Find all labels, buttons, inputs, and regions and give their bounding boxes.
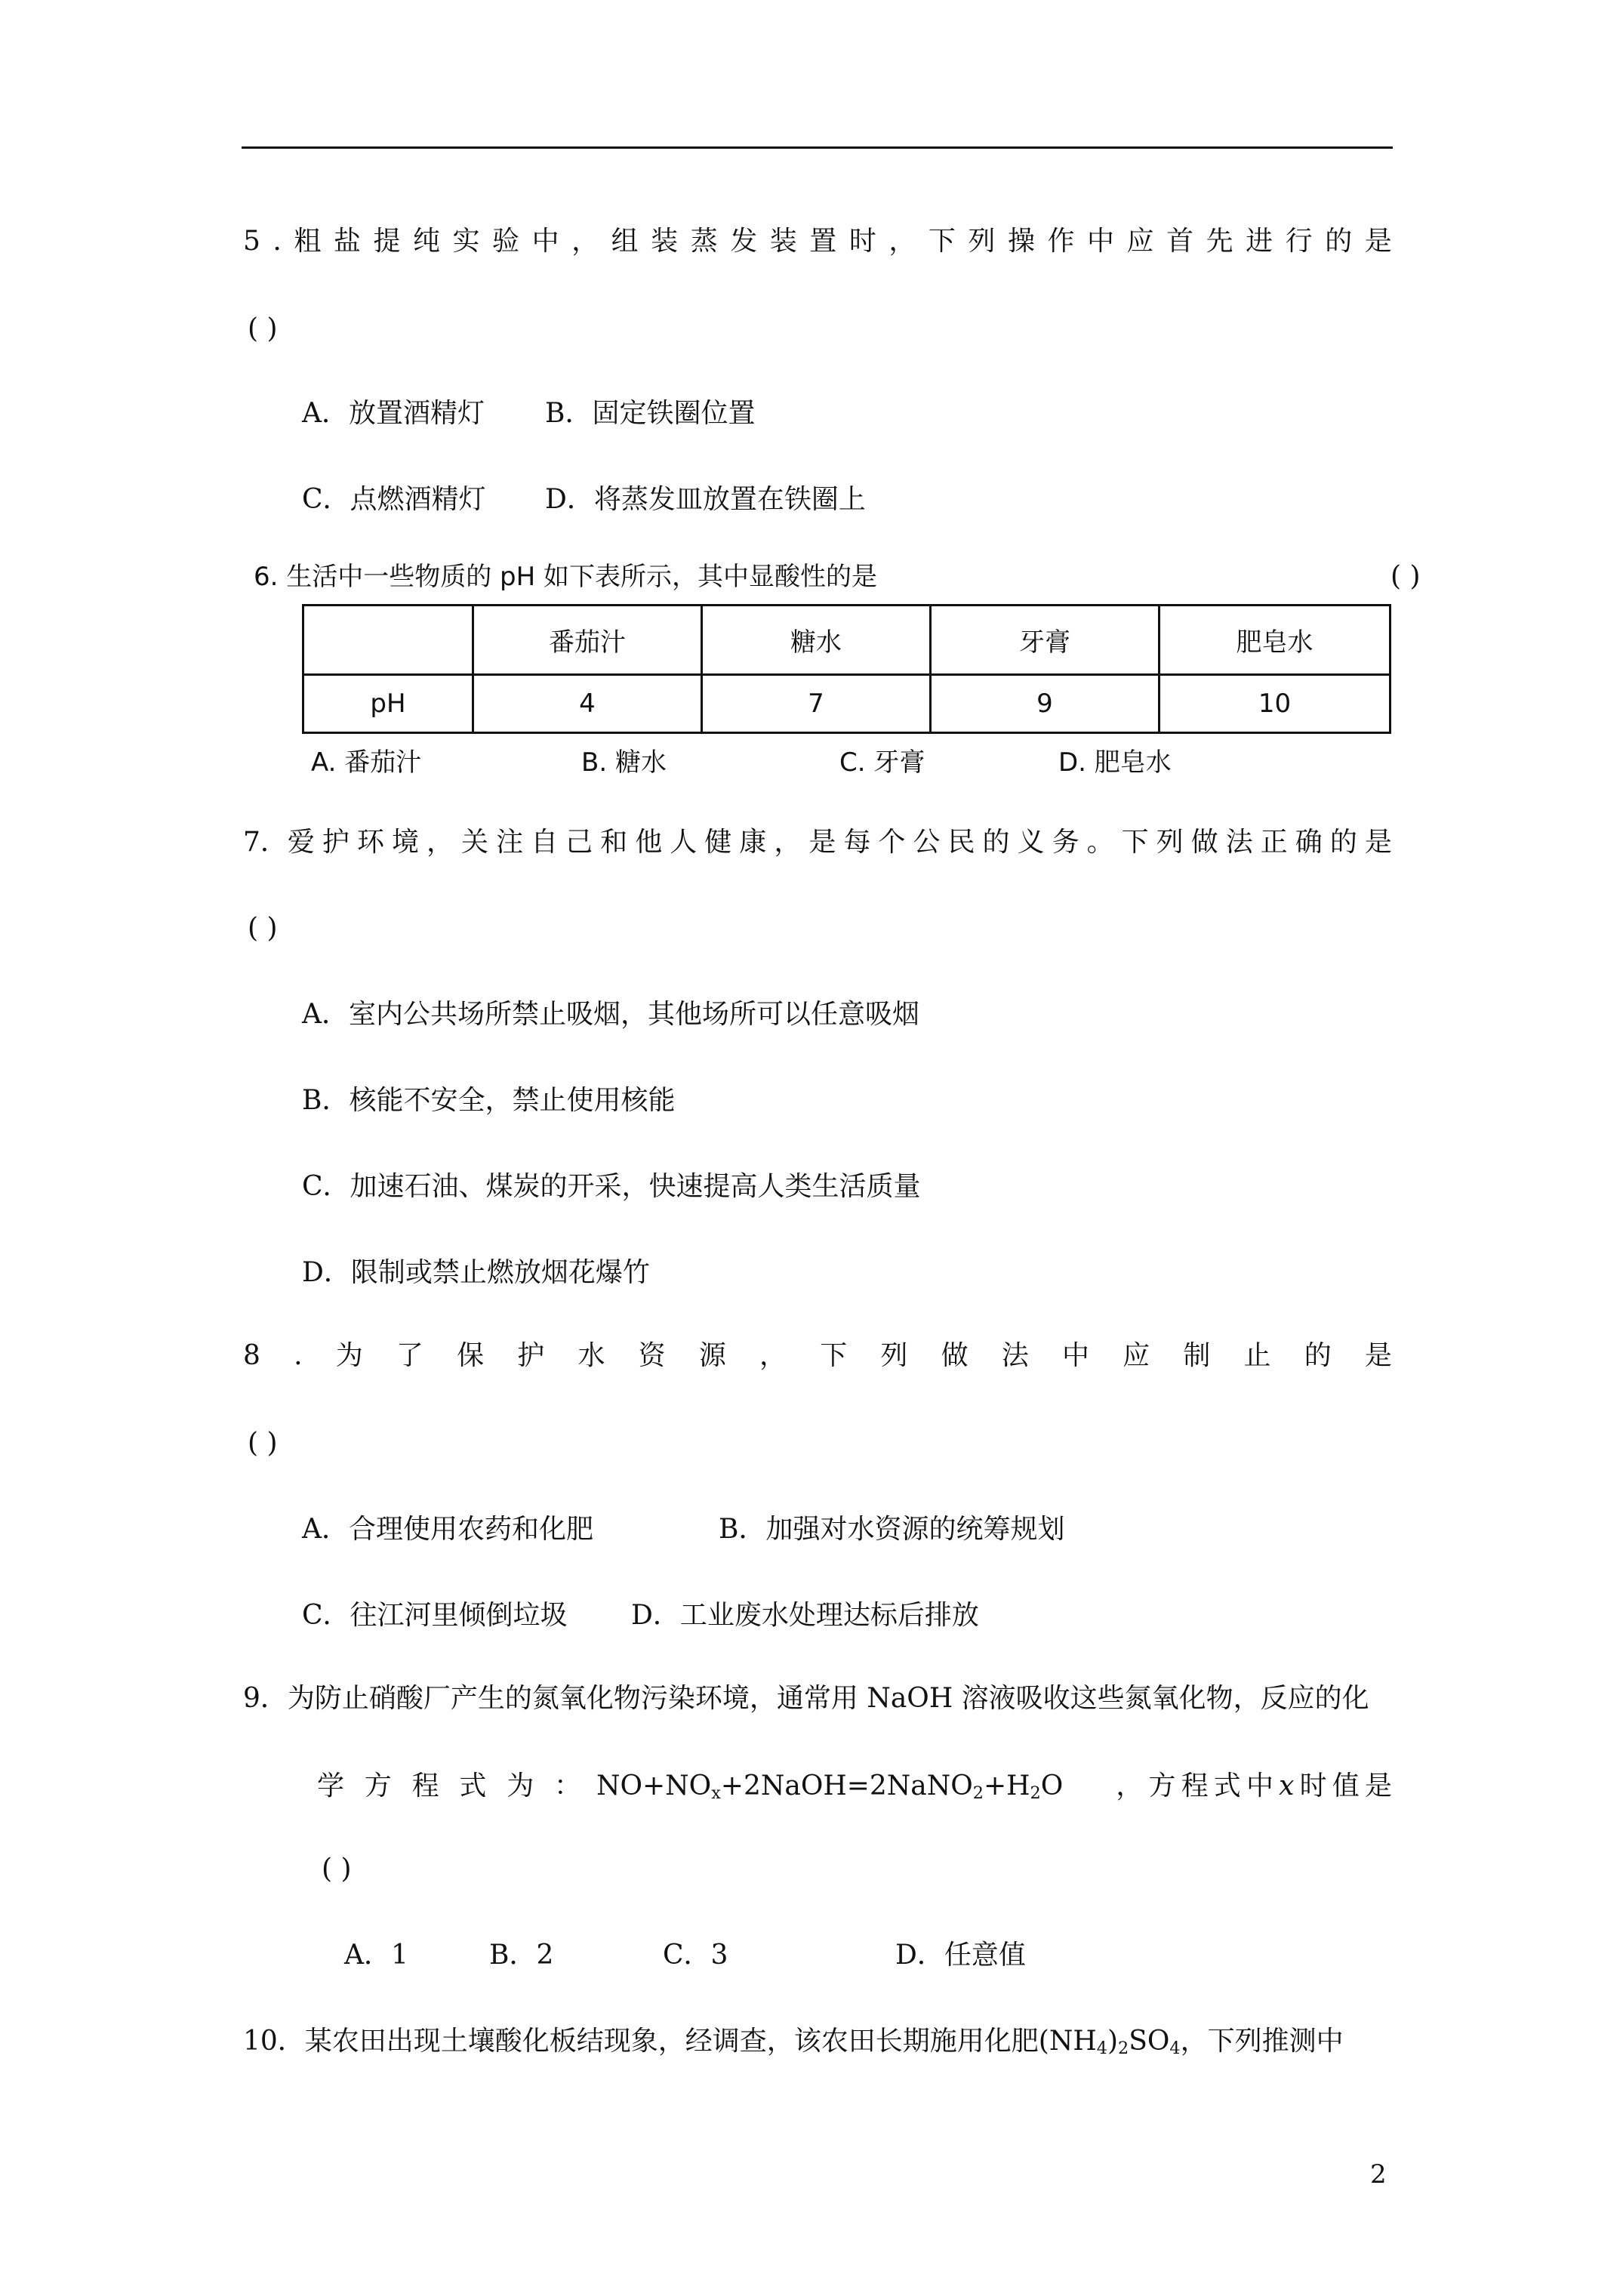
ph-table — [302, 604, 1391, 734]
q9-tail-char: 时 — [1299, 1771, 1327, 1801]
q8-stem-char: 的 — [1304, 1340, 1332, 1371]
q8-option-b: B．加强对水资源的统筹规划 — [719, 1514, 1065, 1545]
q9-intro-char: 式 — [459, 1771, 487, 1801]
q5-option-b: B．固定铁圈位置 — [545, 398, 756, 429]
q5-option-d: D．将蒸发皿放置在铁圈上 — [545, 484, 866, 515]
q5-stem-char: 装 — [651, 226, 679, 257]
q8-stem-char: 列 — [880, 1340, 908, 1371]
q7-stem-char: 公 — [913, 827, 941, 858]
ph-table-header-cell: 肥皂水 — [1160, 606, 1390, 675]
ph-table-header-cell: 番茄汁 — [473, 606, 702, 675]
q8-stem-char: 中 — [1061, 1340, 1089, 1371]
ph-table-header-cell: 糖水 — [702, 606, 931, 675]
q9-intro-char: 学 — [317, 1771, 345, 1801]
page-number: 2 — [1370, 2159, 1387, 2190]
q7-stem-char: 下 — [1121, 827, 1149, 858]
q7-stem-char: 。 — [1086, 827, 1114, 858]
ph-table-row-label: pH — [303, 675, 473, 733]
q10-stem: 10．某农田出现土壤酸化板结现象，经调查，该农田长期施用化肥$(NH_4)_2SO_4$，下列推测中 — [243, 2026, 1344, 2058]
q5-stem-char: 下 — [928, 226, 956, 257]
q7-stem-char: 法 — [1225, 827, 1253, 858]
q5-stem — [243, 225, 1392, 258]
q8-stem-char: 资 — [638, 1340, 666, 1371]
q5-stem-char: 中 — [531, 226, 559, 257]
q7-stem-char: 民 — [947, 827, 975, 858]
q7-stem-char: 自 — [531, 827, 559, 858]
q9-tail-char: 是 — [1364, 1771, 1392, 1801]
q7-stem-char: 康 — [739, 827, 767, 858]
q5-stem-char: 是 — [1364, 226, 1392, 257]
q8-stem-char: 护 — [517, 1340, 545, 1371]
q9-option-c: C．3 — [663, 1940, 728, 1971]
q8-option-d: D．工业废水处理达标后排放 — [631, 1600, 979, 1631]
q7-stem-char: 人 — [670, 827, 698, 858]
q9-intro-char: 方 — [364, 1771, 392, 1801]
q9-intro-words — [317, 1770, 581, 1803]
q7-stem-char: 义 — [1017, 827, 1045, 858]
ph-table-header-row — [303, 606, 1390, 675]
q8-stem-char: 应 — [1123, 1340, 1150, 1371]
q5-stem-char: 列 — [968, 226, 996, 257]
ph-table-value-cell: 10 — [1160, 675, 1390, 733]
q7-option-a: A．室内公共场所禁止吸烟，其他场所可以任意吸烟 — [302, 999, 919, 1030]
q8-stem-char: 是 — [1364, 1340, 1392, 1371]
q8-stem-char: 法 — [1001, 1340, 1029, 1371]
q5-stem-char: 的 — [1325, 226, 1353, 257]
q9-option-a: A．1 — [344, 1940, 408, 1971]
q6-option-a: A. 番茄汁 — [311, 747, 422, 778]
q8-option-c: C．往江河里倾倒垃圾 — [302, 1600, 568, 1631]
q8-stem-char: 下 — [820, 1340, 848, 1371]
q7-stem-char: 7．爱 — [243, 827, 315, 858]
q6-option-d: D. 肥皂水 — [1058, 747, 1172, 778]
q5-answer-paren: ( ) — [248, 313, 278, 344]
q7-stem-char: ， — [427, 827, 454, 858]
q8-stem-char: 止 — [1243, 1340, 1271, 1371]
q9-stem-line2 — [317, 1770, 1392, 1803]
q7-stem-char: 确 — [1295, 827, 1323, 858]
q5-stem-char: 操 — [1007, 226, 1035, 257]
q9-option-d: D．任意值 — [895, 1940, 1026, 1971]
q7-stem-char: 境 — [391, 827, 419, 858]
q5-stem-char: 进 — [1246, 226, 1273, 257]
q8-answer-paren: ( ) — [248, 1428, 278, 1459]
q5-stem-char: 发 — [730, 226, 758, 257]
ph-table-corner-cell — [303, 606, 473, 675]
q7-stem-char: 正 — [1260, 827, 1288, 858]
q5-stem-char: 应 — [1126, 226, 1154, 257]
q9-tail-char: x — [1279, 1771, 1295, 1801]
q8-stem-char: 制 — [1183, 1340, 1211, 1371]
q5-stem-char: ， — [888, 226, 916, 257]
ph-table-value-row — [303, 675, 1390, 733]
q7-stem-char: 个 — [878, 827, 906, 858]
q5-stem-char: ， — [571, 226, 599, 257]
q8-stem-char: 保 — [457, 1340, 485, 1371]
ph-table-value-cell: 7 — [702, 675, 931, 733]
q9-equation: $NO+NO_x+2NaOH=2NaNO_2+H_2O$ — [596, 1771, 1064, 1803]
q7-stem-char: 做 — [1190, 827, 1218, 858]
q8-stem-char: 水 — [577, 1340, 605, 1371]
q5-stem-char: 时 — [848, 226, 876, 257]
q5-option-c: C．点燃酒精灯 — [302, 484, 486, 515]
q7-option-b: B．核能不安全，禁止使用核能 — [302, 1085, 676, 1116]
q7-stem-char: 列 — [1156, 827, 1184, 858]
q9-tail-char: 程 — [1181, 1771, 1209, 1801]
q7-stem-char: 务 — [1052, 827, 1079, 858]
q7-stem-char: 关 — [461, 827, 489, 858]
q6-answer-paren: ( ) — [1390, 561, 1421, 592]
header-rule — [242, 146, 1393, 149]
q7-stem-char: 是 — [1364, 827, 1392, 858]
q7-option-c: C．加速石油、煤炭的开采，快速提高人类生活质量 — [302, 1171, 921, 1202]
q9-tail-char: 式 — [1213, 1771, 1241, 1801]
q5-stem-char: 实 — [452, 226, 480, 257]
q5-stem-char: 提 — [373, 226, 401, 257]
q5-stem-char: 置 — [809, 226, 837, 257]
q7-stem-char: 是 — [808, 827, 836, 858]
q7-stem-char: 健 — [704, 827, 732, 858]
q8-option-a: A．合理使用农药和化肥 — [302, 1514, 593, 1545]
q7-stem-char: 己 — [565, 827, 593, 858]
q8-stem-char: 源 — [698, 1340, 726, 1371]
q5-stem-char: 盐 — [333, 226, 361, 257]
q5-stem-char: 先 — [1206, 226, 1233, 257]
q5-stem-char: 行 — [1285, 226, 1313, 257]
q7-stem-char: 环 — [356, 827, 384, 858]
q5-stem-char: . — [273, 226, 282, 257]
q5-stem-char: 首 — [1166, 226, 1194, 257]
q6-stem: 6. 生活中一些物质的 pH 如下表所示，其中显酸性的是 — [254, 562, 878, 592]
q7-stem-char: 护 — [322, 827, 350, 858]
q9-tail-char: 中 — [1246, 1771, 1273, 1801]
ph-table-header-cell: 牙膏 — [931, 606, 1160, 675]
q5-stem-char: 验 — [492, 226, 520, 257]
q5-stem-char: 作 — [1047, 226, 1075, 257]
q5-stem-char: 组 — [611, 226, 639, 257]
q6-option-c: C. 牙膏 — [839, 747, 925, 778]
q8-stem-char: 为 — [335, 1340, 363, 1371]
q9-intro-char: ： — [553, 1771, 581, 1801]
q5-stem-char: 装 — [769, 226, 797, 257]
q9-intro-char: 程 — [411, 1771, 439, 1801]
q7-option-d: D．限制或禁止燃放烟花爆竹 — [302, 1257, 650, 1288]
q5-option-a: A．放置酒精灯 — [302, 398, 485, 429]
q9-tail-char: 方 — [1148, 1771, 1176, 1801]
q7-stem-char: 每 — [843, 827, 871, 858]
q7-stem-char: ， — [774, 827, 802, 858]
q7-answer-paren: ( ) — [248, 913, 278, 944]
q9-tail-words — [1116, 1770, 1392, 1803]
q9-option-b: B．2 — [489, 1940, 554, 1971]
q8-stem-char: 了 — [396, 1340, 423, 1371]
q8-stem-char: 8 — [243, 1340, 260, 1371]
q5-stem-char: 蒸 — [690, 226, 718, 257]
q7-stem-char: 他 — [635, 827, 663, 858]
q7-stem-char: 注 — [496, 827, 524, 858]
q8-stem-char: . — [294, 1340, 303, 1371]
q5-stem-char: 中 — [1087, 226, 1115, 257]
q8-stem-char: 做 — [941, 1340, 969, 1371]
q8-stem — [243, 1339, 1392, 1373]
q7-stem-char: 的 — [982, 827, 1010, 858]
q9-intro-char: 为 — [507, 1771, 534, 1801]
q9-answer-paren: ( ) — [322, 1854, 352, 1885]
q5-stem-char: 纯 — [412, 226, 440, 257]
q5-stem-char: 5 — [243, 226, 260, 257]
q7-stem-char: 和 — [600, 827, 628, 858]
ph-table-value-cell: 9 — [931, 675, 1160, 733]
q6-option-b: B. 糖水 — [581, 747, 667, 778]
q9-tail-char: 值 — [1332, 1771, 1360, 1801]
q8-stem-char: ， — [759, 1340, 787, 1371]
q5-stem-char: 粗 — [294, 226, 322, 257]
q7-stem — [243, 826, 1392, 859]
ph-table-value-cell: 4 — [473, 675, 702, 733]
q7-stem-char: 的 — [1329, 827, 1357, 858]
q9-stem-line1: 9．为防止硝酸厂产生的氮氧化物污染环境，通常用 NaOH 溶液吸收这些氮氧化物，反应的化 — [243, 1683, 1369, 1714]
q9-tail-char: ， — [1116, 1771, 1144, 1801]
